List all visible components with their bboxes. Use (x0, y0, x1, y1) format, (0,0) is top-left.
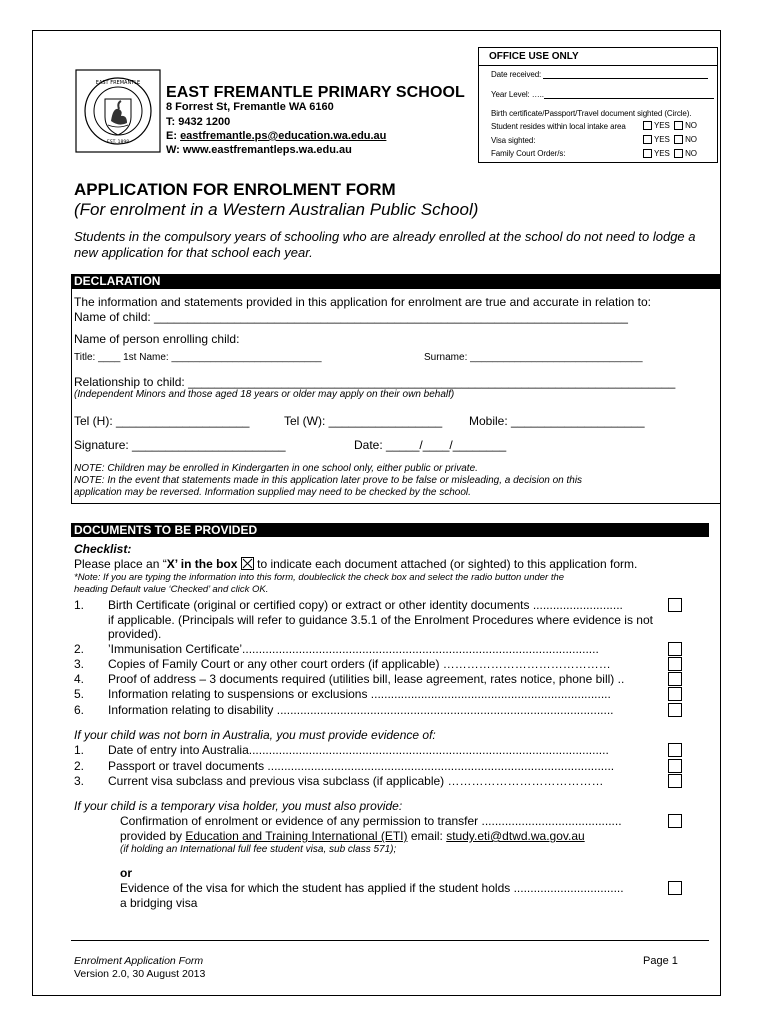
independent-note: (Independent Minors and those aged 18 years or older may apply on their own behalf) (74, 389, 455, 400)
name-of-person-label: Name of person enrolling child: (74, 332, 240, 346)
visa-label: Visa sighted: (491, 136, 536, 145)
tel-home-field[interactable]: Tel (H): ____________________ (74, 414, 250, 428)
example-checked-box-icon (241, 557, 254, 570)
name-of-child-field[interactable]: Name of child: _______________________________________________________________________ (74, 310, 628, 324)
temp-visa-text-2 (120, 829, 585, 843)
surname-field[interactable]: Surname: _______________________________ (424, 352, 643, 363)
item-5-checkbox[interactable] (668, 687, 682, 701)
note-kindergarten: NOTE: Children may be enrolled in Kindergarten in one school only, either public or private. (74, 463, 478, 474)
mobile-field[interactable]: Mobile: ____________________ (469, 414, 645, 428)
office-resides (491, 122, 626, 131)
intro-text: Students in the compulsory years of schooling who are already enrolled at the school do not need to lodge a new application for that school each year. (74, 229, 696, 260)
abroad-1-number: 1. (74, 743, 85, 757)
no-label: NO (685, 149, 697, 158)
office-family-court (491, 149, 565, 158)
school-email-line (166, 130, 386, 142)
school-crest-logo (75, 69, 161, 153)
temp-visa-checkbox-1[interactable] (668, 814, 682, 828)
no-label: NO (685, 135, 697, 144)
no-label: NO (685, 121, 697, 130)
note-reversal: application may be reversed. Information supplied may need to be checked by the school. (74, 487, 471, 498)
date-received-field[interactable] (543, 78, 708, 79)
temp-visa-checkbox-2[interactable] (668, 881, 682, 895)
svg-text:EAST FREMANTLE: EAST FREMANTLE (95, 80, 141, 86)
item-6-number: 6. (74, 703, 85, 717)
item-3-number: 3. (74, 657, 85, 671)
abroad-1-checkbox[interactable] (668, 743, 682, 757)
signature-field[interactable]: Signature: _______________________ (74, 438, 286, 452)
instr-a: Please place an “ (74, 557, 167, 571)
item-1-text: Birth Certificate (original or certified copy) or extract or other identity documents ........................... (108, 598, 623, 612)
family-court-yes-checkbox[interactable] (643, 149, 652, 158)
office-use-title: OFFICE USE ONLY (479, 48, 717, 66)
eti-link[interactable]: Education and Training International (ETI) (185, 829, 408, 843)
checklist-instruction (74, 557, 637, 571)
form-subtitle: (For enrolment in a Western Australian Public School) (74, 200, 479, 219)
declaration-bar: DECLARATION (71, 274, 721, 288)
typing-note-b: heading Default value ‘Checked’ and click OK. (74, 584, 269, 595)
visa-no-checkbox[interactable] (674, 135, 683, 144)
eti-email-link[interactable]: study.eti@dtwd.wa.gov.au (446, 829, 585, 843)
form-title: APPLICATION FOR ENROLMENT FORM (74, 180, 396, 199)
item-1-text-line3: provided). (108, 627, 162, 641)
footer-form-name: Enrolment Application Form (74, 955, 204, 967)
item-3-text: Copies of Family Court or any other court orders (if applicable) …………………………………… (108, 657, 611, 671)
item-2-number: 2. (74, 642, 85, 656)
yes-label: YES (653, 121, 670, 130)
footer-page-number: Page 1 (643, 955, 678, 967)
yes-label: YES (653, 149, 670, 158)
temp-visa-text-3: (if holding an International full fee student visa, sub class 571); (120, 844, 397, 855)
instr-c: to indicate each document attached (or sighted) to this application form. (257, 557, 638, 571)
relationship-field[interactable]: Relationship to child: _________________________________________________________________________ (74, 375, 676, 389)
note-false-statements: NOTE: In the event that statements made in this application later prove to be false or misleading, a decision on this (74, 475, 583, 486)
email-label: email: (407, 829, 447, 843)
instr-x: X (166, 557, 175, 571)
school-name: EAST FREMANTLE PRIMARY SCHOOL (166, 84, 465, 101)
abroad-2-number: 2. (74, 759, 85, 773)
item-3-checkbox[interactable] (668, 657, 682, 671)
office-date-received (491, 70, 708, 79)
footer-rule (71, 940, 709, 941)
abroad-3-number: 3. (74, 774, 85, 788)
resides-yes-no (643, 121, 697, 130)
school-address: 8 Forrest St, Fremantle WA 6160 (166, 101, 334, 113)
school-email-link[interactable]: eastfremantle.ps@education.wa.edu.au (180, 130, 387, 142)
svg-text:EST. 1898: EST. 1898 (106, 140, 130, 145)
decl-intro: The information and statements provided in this application for enrolment are true and accurate in relation to: (74, 295, 651, 309)
item-5-number: 5. (74, 687, 85, 701)
resides-label: Student resides within local intake area (491, 122, 626, 131)
item-1-checkbox[interactable] (668, 598, 682, 612)
temp-visa-heading: If your child is a temporary visa holder, you must also provide: (74, 799, 403, 813)
tel-work-field[interactable]: Tel (W): _________________ (284, 414, 443, 428)
item-2-text: ’Immunisation Certificate’........................................................................................................... (108, 642, 599, 656)
item-4-checkbox[interactable] (668, 672, 682, 686)
item-5-text: Information relating to suspensions or exclusions ........................................................................ (108, 687, 611, 701)
temp-visa-text-1: Confirmation of enrolment or evidence of any permission to transfer .......................................... (120, 814, 622, 828)
yes-label: YES (653, 135, 670, 144)
family-court-label: Family Court Order/s: (491, 149, 566, 158)
resides-yes-checkbox[interactable] (643, 121, 652, 130)
school-phone: T: 9432 1200 (166, 116, 231, 128)
item-6-checkbox[interactable] (668, 703, 682, 717)
typing-note-a: *Note: If you are typing the information into this form, doubleclick the check box and select the radio button under the (74, 572, 565, 583)
year-level-label: Year Level: ….. (491, 90, 544, 99)
abroad-3-checkbox[interactable] (668, 774, 682, 788)
temp-visa-text-5: a bridging visa (120, 896, 198, 910)
family-court-yes-no (643, 149, 697, 158)
abroad-heading: If your child was not born in Australia, you must provide evidence of: (74, 728, 436, 742)
resides-no-checkbox[interactable] (674, 121, 683, 130)
visa-yes-no (643, 135, 697, 144)
date-received-label: Date received: (491, 70, 542, 79)
item-1-number: 1. (74, 598, 85, 612)
abroad-1-text: Date of entry into Australia............................................................................................................ (108, 743, 609, 757)
footer-version: Version 2.0, 30 August 2013 (74, 968, 206, 980)
family-court-no-checkbox[interactable] (674, 149, 683, 158)
item-6-text: Information relating to disability ..................................................................................................... (108, 703, 614, 717)
item-1-text-line2: if applicable. (Principals will refer to guidance 3.5.1 of the Enrolment Procedures where evidence is not (108, 613, 653, 627)
abroad-3-text: Current visa subclass and previous visa subclass (if applicable) ………………………………… (108, 774, 604, 788)
office-visa (491, 136, 535, 145)
year-level-field[interactable] (544, 98, 714, 99)
abroad-2-checkbox[interactable] (668, 759, 682, 773)
office-birth-cert: Birth certificate/Passport/Travel document sighted (Circle). (491, 109, 692, 118)
or-label: or (120, 866, 132, 880)
visa-yes-checkbox[interactable] (643, 135, 652, 144)
email-prefix: E: (166, 130, 181, 142)
abroad-2-text: Passport or travel documents ........................................................................................................ (108, 759, 615, 773)
provided-by-label: provided by (120, 829, 186, 843)
date-field[interactable]: Date: _____/____/________ (354, 438, 507, 452)
temp-visa-text-4: Evidence of the visa for which the student has applied if the student holds ................................. (120, 881, 624, 895)
item-4-text: Proof of address – 3 documents required (utilities bill, lease agreement, rates notice, phone bill) .. (108, 672, 625, 686)
checklist-heading: Checklist: (74, 542, 132, 556)
office-year-level (491, 90, 714, 99)
item-4-number: 4. (74, 672, 85, 686)
school-web: W: www.eastfremantleps.wa.edu.au (166, 144, 352, 156)
office-use-box (478, 47, 718, 163)
instr-b: ’ in the box (174, 557, 238, 571)
documents-bar: DOCUMENTS TO BE PROVIDED (71, 523, 709, 537)
title-first-name-field[interactable]: Title: ____ 1st Name: ___________________________ (74, 352, 322, 363)
item-2-checkbox[interactable] (668, 642, 682, 656)
